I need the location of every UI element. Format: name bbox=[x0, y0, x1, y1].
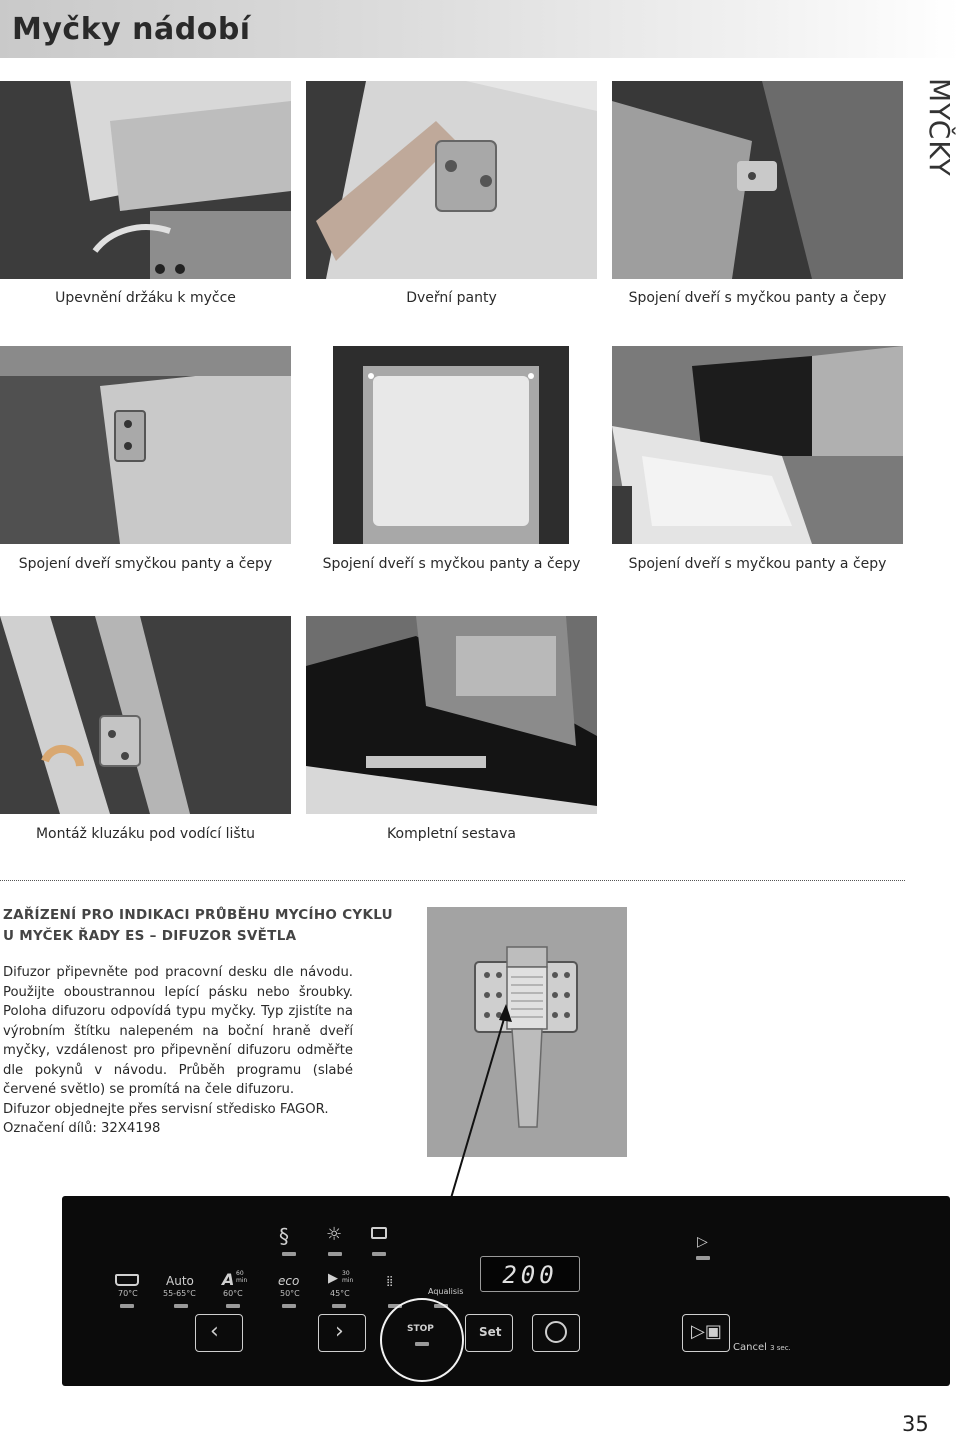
section-heading-line2: U MYČEK ŘADY ES – DIFUZOR SVĚTLA bbox=[3, 928, 297, 944]
start-indicator-icon: ▷ bbox=[697, 1234, 708, 1250]
part-number: Označení dílů: 32X4198 bbox=[3, 1121, 161, 1136]
indicator-led bbox=[226, 1304, 240, 1308]
next-button[interactable] bbox=[318, 1314, 366, 1352]
indicator-led bbox=[696, 1256, 710, 1260]
photo-complete-assembly bbox=[306, 616, 597, 814]
program-label[interactable]: A bbox=[222, 1270, 235, 1289]
section-body bbox=[3, 963, 353, 1139]
stop-label: STOP bbox=[407, 1324, 434, 1334]
photo-caption: Dveřní panty bbox=[406, 290, 497, 306]
photo-door-joined-1 bbox=[612, 81, 903, 279]
photo-caption: Upevnění držáku k myčce bbox=[55, 290, 236, 306]
play-stop-icon: ▷▣ bbox=[691, 1321, 722, 1342]
salt-sun-icon: ☼ bbox=[326, 1224, 343, 1245]
delay-start-button[interactable] bbox=[532, 1314, 580, 1352]
aqualisis-label: Aqualisis bbox=[428, 1287, 464, 1296]
aqualisis-icon: ⣿ bbox=[386, 1276, 394, 1287]
set-button[interactable] bbox=[465, 1314, 513, 1352]
photo-caption: Spojení dveří smyčkou panty a čepy bbox=[18, 556, 273, 572]
chevron-right-icon: › bbox=[335, 1319, 344, 1344]
display-value: 200 bbox=[502, 1261, 558, 1289]
indicator-led bbox=[282, 1304, 296, 1308]
photo-door-joined-2 bbox=[0, 346, 291, 544]
cancel-label bbox=[733, 1342, 791, 1353]
indicator-led bbox=[332, 1304, 346, 1308]
photo-caption: Kompletní sestava bbox=[387, 826, 516, 842]
dishwasher-control-panel bbox=[62, 1196, 950, 1386]
indicator-led bbox=[174, 1304, 188, 1308]
half-load-icon bbox=[371, 1227, 387, 1239]
program-temp: 60°C bbox=[223, 1289, 243, 1298]
photo-bracket-mounting bbox=[0, 81, 291, 279]
indicator-led bbox=[328, 1252, 342, 1256]
program-temp: 45°C bbox=[330, 1289, 350, 1298]
section-heading bbox=[3, 905, 423, 947]
program-temp: 50°C bbox=[280, 1289, 300, 1298]
timer-icon bbox=[545, 1321, 567, 1343]
indicator-led bbox=[120, 1304, 134, 1308]
body-paragraph: Difuzor připevněte pod pracovní desku dle návodu. Použijte oboustrannou lepící pásku nebo šroubky. Poloha difuzoru odpovídá typu myčky. Typ zjistíte na výrobním štítku nalepeném na boční hraně dveří myčky, vzdálenost pro připevnění difuzoru odměřte dle pokynů v návodu. Průběh programu (slabé červené světlo) se promítá na čele difuzoru. bbox=[3, 965, 353, 1097]
program-duration: 30 min bbox=[342, 1270, 354, 1284]
set-label: Set bbox=[479, 1325, 502, 1339]
body-paragraph: Difuzor objednejte přes servisní středisko FAGOR. bbox=[3, 1101, 329, 1117]
photo-caption: Spojení dveří s myčkou panty a čepy bbox=[322, 556, 581, 572]
digital-display bbox=[480, 1256, 580, 1292]
rinse-aid-icon: § bbox=[279, 1224, 289, 1248]
photo-caption: Spojení dveří s myčkou panty a čepy bbox=[628, 556, 887, 572]
program-label[interactable]: Auto bbox=[166, 1274, 194, 1288]
cancel-duration: 3 sec. bbox=[770, 1344, 791, 1352]
side-section-label: MYČKY bbox=[923, 78, 956, 177]
chevron-left-icon: ‹ bbox=[210, 1319, 219, 1344]
photo-slider-mounting bbox=[0, 616, 291, 814]
section-divider bbox=[0, 880, 905, 881]
photo-caption: Spojení dveří s myčkou panty a čepy bbox=[628, 290, 887, 306]
program-temp: 55-65°C bbox=[163, 1289, 196, 1298]
photo-door-joined-3 bbox=[333, 346, 569, 544]
program-duration: 60 min bbox=[236, 1270, 248, 1284]
program-label[interactable]: eco bbox=[278, 1274, 300, 1288]
photo-caption: Montáž kluzáku pod vodící lištu bbox=[35, 826, 256, 842]
indicator-led bbox=[372, 1252, 386, 1256]
previous-button[interactable] bbox=[195, 1314, 243, 1352]
photo-door-joined-4 bbox=[612, 346, 903, 544]
quick-program-icon[interactable]: ▶ bbox=[328, 1271, 338, 1286]
photo-door-hinges bbox=[306, 81, 597, 279]
page-title: Myčky nádobí bbox=[12, 12, 251, 47]
start-cancel-button[interactable] bbox=[682, 1314, 730, 1352]
intensive-program-icon[interactable] bbox=[115, 1274, 139, 1286]
indicator-led bbox=[282, 1252, 296, 1256]
stop-highlight-circle bbox=[380, 1298, 464, 1382]
page-number: 35 bbox=[902, 1412, 929, 1435]
program-temp: 70°C bbox=[118, 1289, 138, 1298]
section-heading-line1: ZAŘÍZENÍ PRO INDIKACI PRŮBĚHU MYCÍHO CYKLU bbox=[3, 907, 393, 923]
cancel-text: Cancel bbox=[733, 1342, 767, 1353]
